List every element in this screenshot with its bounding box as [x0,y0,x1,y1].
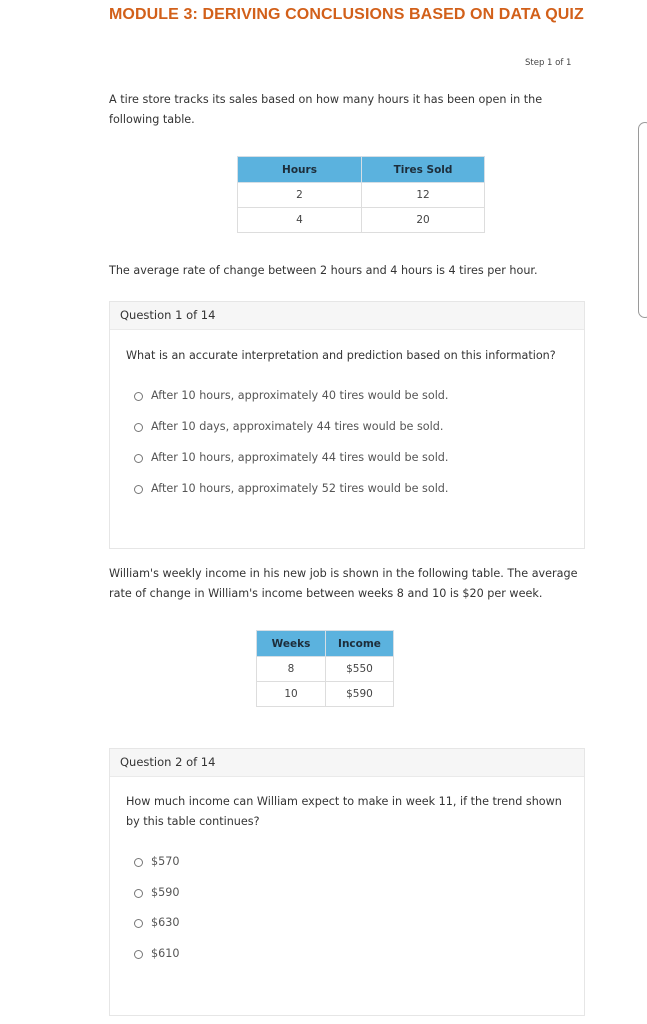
table-cell: $590 [326,682,394,707]
radio-button[interactable] [134,858,143,867]
table-cell: 4 [238,208,362,233]
table-cell: 20 [362,208,485,233]
table-row [257,682,394,707]
option-label: $630 [151,916,180,929]
table-header-income: Income [326,631,394,657]
radio-button[interactable] [134,950,143,959]
question-2-card [109,748,585,1016]
radio-button[interactable] [134,889,143,898]
table-row [238,208,485,233]
table-header-weeks: Weeks [257,631,326,657]
question-1-label: Question 1 of 14 [110,302,584,330]
step-indicator: Step 1 of 1 [525,58,572,68]
table-cell: 8 [257,657,326,682]
option-label: After 10 hours, approximately 52 tires would be sold. [151,482,449,495]
tire-sales-table [237,156,485,233]
option-label: After 10 hours, approximately 44 tires would be sold. [151,451,449,464]
table-cell: $550 [326,657,394,682]
tire-intro-text: A tire store tracks its sales based on how many hours it has been open in the following table. [109,93,543,126]
table-row [257,657,394,682]
question-2-option-d[interactable] [134,946,179,962]
question-1-option-d[interactable] [134,481,448,497]
table-header-tires-sold: Tires Sold [362,157,485,183]
table-cell: 2 [238,183,362,208]
income-table [256,630,394,707]
table-cell: 10 [257,682,326,707]
table-cell: 12 [362,183,485,208]
option-label: After 10 days, approximately 44 tires would be sold. [151,420,444,433]
question-1-card [109,301,585,549]
option-label: After 10 hours, approximately 40 tires would be sold. [151,389,449,402]
question-1-text: What is an accurate interpretation and prediction based on this information? [126,349,556,362]
table-row [238,183,485,208]
question-2-option-c[interactable] [134,915,179,931]
question-1-option-a[interactable] [134,388,448,404]
table-header-hours: Hours [238,157,362,183]
income-intro-text: William's weekly income in his new job is shown in the following table. The average rate of change in William's income between weeks 8 and 10 is $20 per week. [109,567,578,600]
rate-of-change-note: The average rate of change between 2 hours and 4 hours is 4 tires per hour. [109,264,538,277]
radio-button[interactable] [134,392,143,401]
scrollbar[interactable] [638,122,647,318]
option-label: $610 [151,947,180,960]
radio-button[interactable] [134,919,143,928]
option-label: $590 [151,886,180,899]
radio-button[interactable] [134,485,143,494]
question-2-option-b[interactable] [134,885,179,901]
question-2-option-a[interactable] [134,854,179,870]
question-2-label: Question 2 of 14 [110,749,584,777]
radio-button[interactable] [134,423,143,432]
question-1-option-c[interactable] [134,450,448,466]
radio-button[interactable] [134,454,143,463]
question-2-text: How much income can William expect to make in week 11, if the trend shown by this table continues? [126,795,562,828]
option-label: $570 [151,855,180,868]
quiz-title: MODULE 3: DERIVING CONCLUSIONS BASED ON DATA QUIZ [109,6,584,23]
question-1-option-b[interactable] [134,419,443,435]
